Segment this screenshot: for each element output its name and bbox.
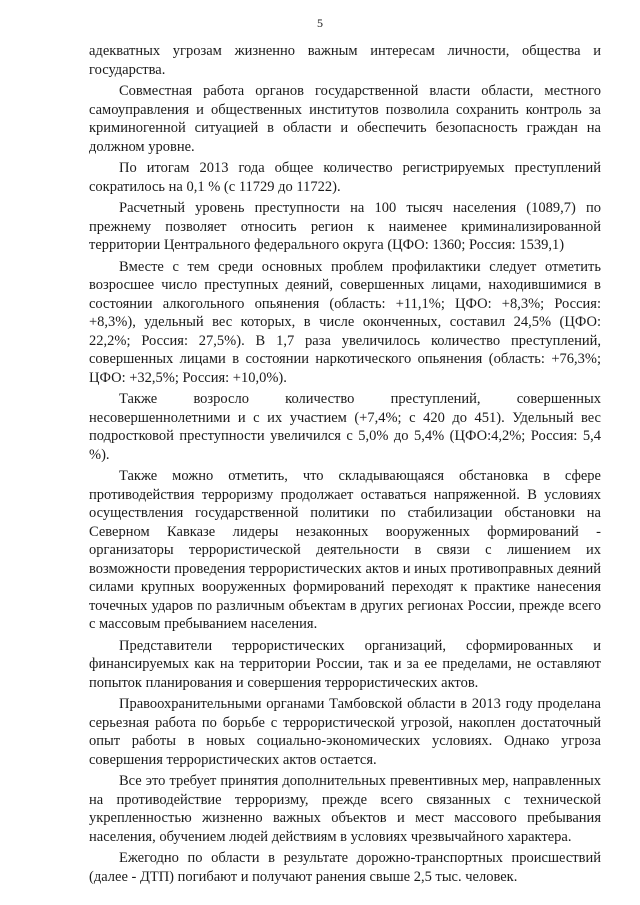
paragraph: По итогам 2013 года общее количество регистрируемых преступлений сократилось на 0,1 % (с 11729 до 11722). (89, 160, 601, 195)
page-number: 5 (317, 16, 323, 30)
paragraph: Также возросло количество преступлений, совершенных несовершеннолетними и с их участием (+7,4%; с 420 до 451). Удельный вес подростковой преступности увеличился с 5,0% до 5,4% (ЦФО:4,2%; Россия: 5,4 %). (89, 391, 601, 463)
paragraph: Ежегодно по области в результате дорожно-транспортных происшествий (далее - ДТП) погибают и получают ранения свыше 2,5 тыс. человек. (89, 850, 601, 885)
paragraph: Вместе с тем среди основных проблем профилактики следует отметить возросшее число преступных деяний, совершенных лицами, находившимися в состоянии алкогольного опьянения (область: +11,1%; ЦФО: +8,3%; Россия: +8,3%), удельный вес которых, в числе оконченных, составил 24,5% (ЦФО: 22,2%; Россия: 27,5%). В 1,7 раза увеличилось количество преступлений, совершенных лицами в состоянии наркотического опьянения (область: +76,3%; ЦФО: +32,5%; Россия: +10,0%). (89, 258, 601, 386)
paragraph: Расчетный уровень преступности на 100 тысяч населения (1089,7) по прежнему позволяет относить регион к наименее криминализированной территории Центрального федерального округа (ЦФО: 1360; Россия: 1539,1) (89, 200, 601, 253)
paragraph: Также можно отметить, что складывающаяся обстановка в сфере противодействия терроризму продолжает оставаться напряженной. В условиях осуществления государственной политики по стабилизации обстановки на Северном Кавказе лидеры незаконных вооруженных формирований - организаторы террористической деятельности в связи с лишением их возможности проведения террористических актов и иных противоправных деяний силами крупных вооруженных формирований переходят к практике нанесения точечных ударов по различным объектам в других регионах России, прежде всего с массовым пребыванием населения. (89, 468, 601, 632)
document-body (89, 42, 601, 889)
paragraph: Представители террористических организаций, сформированных и финансируемых как на территории России, так и за ее пределами, не оставляют попыток планирования и совершения террористических актов. (89, 637, 601, 691)
paragraph: Правоохранительными органами Тамбовской области в 2013 году проделана серьезная работа по борьбе с террористической угрозой, накоплен достаточный опыт работы в новых социально-экономических условиях. Однако угроза совершения террористических актов остается. (89, 696, 601, 768)
paragraph: Совместная работа органов государственной власти области, местного самоуправления и общественных институтов позволила сохранить контроль за криминогенной ситуацией в области и обеспечить безопасность граждан на должном уровне. (89, 83, 601, 155)
paragraph: адекватных угрозам жизненно важным интересам личности, общества и государства. (89, 43, 601, 78)
paragraph: Все это требует принятия дополнительных превентивных мер, направленных на противодействие терроризму, прежде всего связанных с технической укрепленностью жизненно важных объектов и мест массового пребывания населения, обучением людей действиям в условиях чрезвычайного характера. (89, 773, 601, 845)
